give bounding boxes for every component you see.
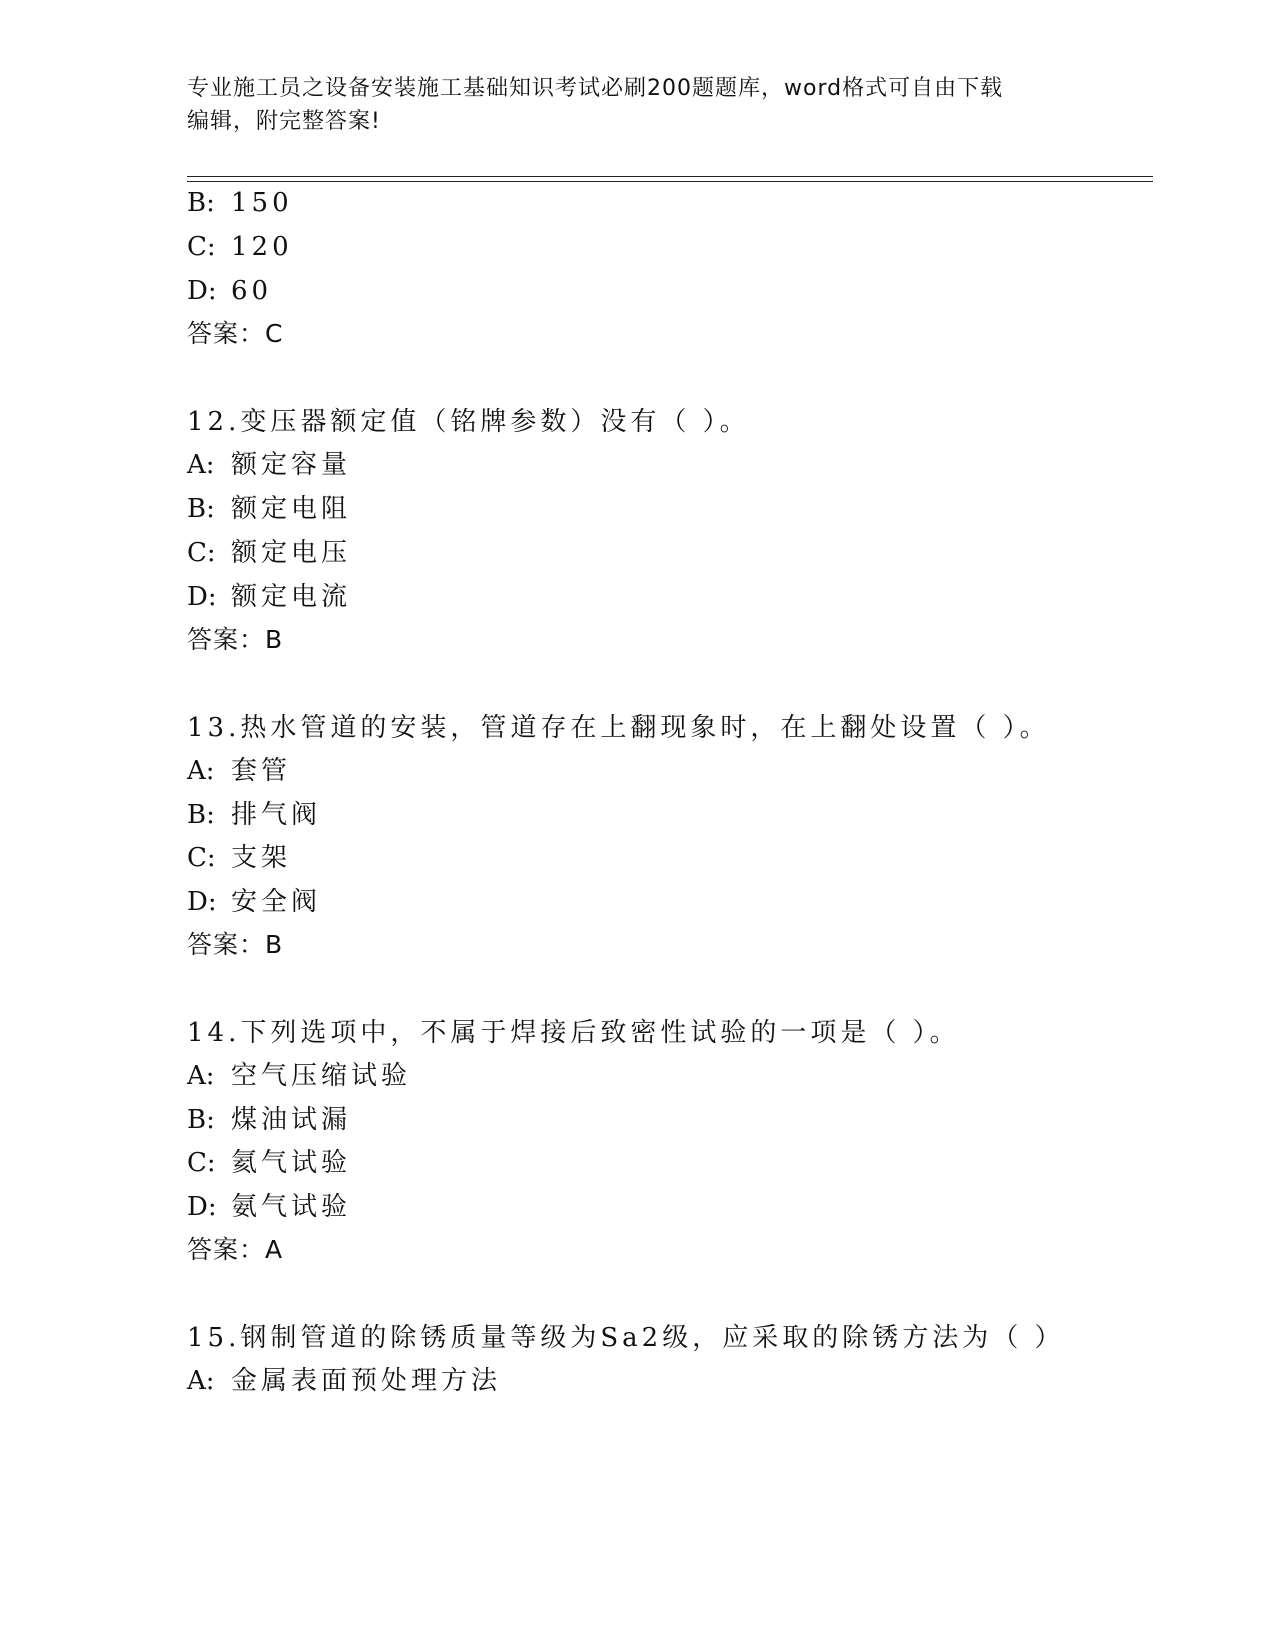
option-key: D:	[187, 582, 217, 612]
header-title-line-2: 编辑，附完整答案!	[187, 109, 381, 134]
q14-answer: 答案：A	[187, 1235, 284, 1264]
option-key: B:	[187, 800, 215, 830]
q11-option-d	[187, 276, 272, 306]
option-text: 氨气试验	[231, 1192, 352, 1222]
q15-question: 15.钢制管道的除锈质量等级为Sa2级，应采取的除锈方法为（ ）	[187, 1323, 1065, 1353]
option-key: C:	[187, 1148, 216, 1178]
option-text: 额定电流	[231, 582, 352, 612]
q13-question: 13.热水管道的安装，管道存在上翻现象时，在上翻处设置（ ）。	[187, 713, 1050, 743]
option-key: D:	[187, 887, 217, 917]
header-title-line-1: 专业施工员之设备安装施工基础知识考试必刷200题题库，word格式可自由下载	[187, 76, 1004, 101]
q11-option-c	[187, 232, 293, 262]
header-divider-top	[187, 176, 1153, 177]
q14-option-b	[187, 1105, 351, 1135]
option-key: C:	[187, 843, 216, 873]
option-text: 额定容量	[231, 450, 352, 480]
option-key: C:	[187, 538, 216, 568]
option-text: 氦气试验	[231, 1148, 352, 1178]
q11-option-b	[187, 188, 293, 218]
option-text: 安全阀	[231, 887, 322, 917]
q14-question: 14.下列选项中，不属于焊接后致密性试验的一项是（ ）。	[187, 1018, 960, 1048]
q13-answer: 答案：B	[187, 930, 284, 959]
q14-option-c	[187, 1148, 351, 1178]
option-key: D:	[187, 276, 217, 306]
option-key: A:	[187, 450, 215, 480]
option-key: B:	[187, 1105, 215, 1135]
option-text: 支架	[231, 843, 292, 873]
option-text: 150	[231, 188, 293, 218]
q15-option-a	[187, 1366, 501, 1396]
option-text: 金属表面预处理方法	[231, 1366, 502, 1396]
option-key: D:	[187, 1192, 217, 1222]
q12-option-b	[187, 494, 351, 524]
option-key: A:	[187, 1366, 215, 1396]
q13-option-a	[187, 756, 291, 786]
option-text: 额定电阻	[231, 494, 352, 524]
q14-option-a	[187, 1061, 411, 1091]
q13-option-d	[187, 887, 321, 917]
q14-option-d	[187, 1192, 351, 1222]
option-key: A:	[187, 756, 215, 786]
option-key: C:	[187, 232, 216, 262]
option-text: 空气压缩试验	[231, 1061, 412, 1091]
q13-option-b	[187, 800, 321, 830]
document-header	[187, 72, 1087, 138]
option-text: 120	[231, 232, 293, 262]
q12-answer: 答案：B	[187, 625, 284, 654]
option-key: B:	[187, 494, 215, 524]
option-text: 煤油试漏	[231, 1105, 352, 1135]
q12-option-a	[187, 450, 351, 480]
q12-question: 12.变压器额定值（铭牌参数）没有（ ）。	[187, 407, 750, 437]
option-text: 排气阀	[231, 800, 322, 830]
option-text: 额定电压	[231, 538, 352, 568]
q11-answer: 答案：C	[187, 319, 284, 348]
q12-option-d	[187, 582, 351, 612]
option-text: 套管	[231, 756, 292, 786]
q12-option-c	[187, 538, 351, 568]
option-text: 60	[231, 276, 273, 306]
option-key: A:	[187, 1061, 215, 1091]
q13-option-c	[187, 843, 291, 873]
option-key: B:	[187, 188, 215, 218]
header-divider-bottom	[187, 181, 1153, 182]
